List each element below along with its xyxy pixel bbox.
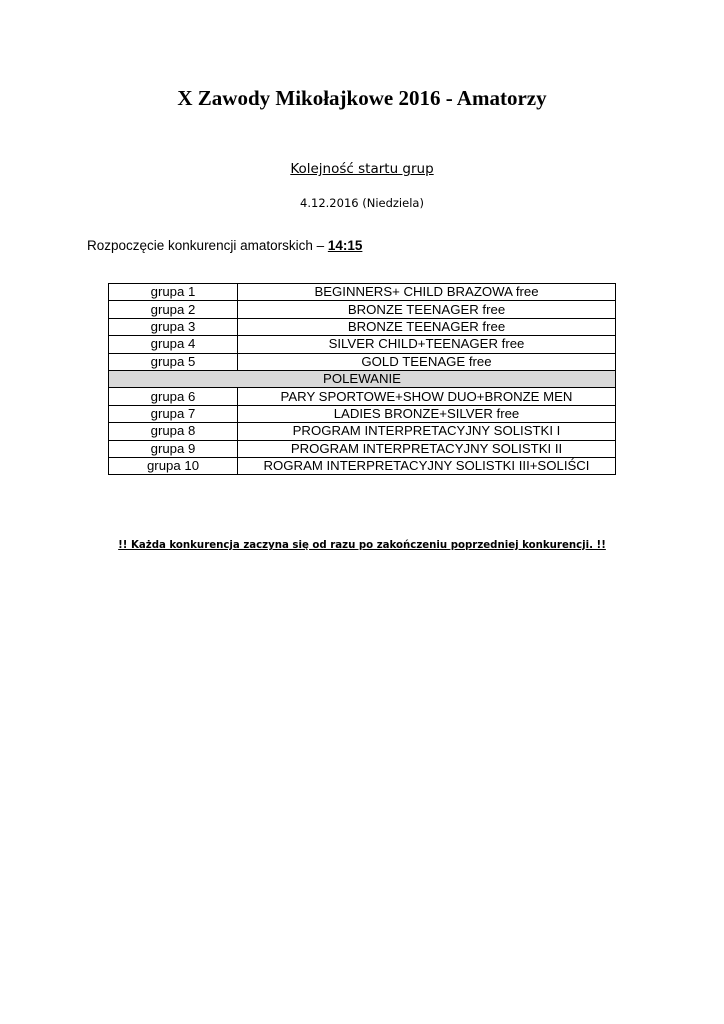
- table-row: [109, 440, 616, 457]
- event-cell: BRONZE TEENAGER free: [238, 318, 616, 335]
- group-cell: grupa 5: [109, 353, 238, 370]
- event-cell: BEGINNERS+ CHILD BRAZOWA free: [238, 284, 616, 301]
- schedule-table: [108, 283, 616, 475]
- event-cell: ROGRAM INTERPRETACYJNY SOLISTKI III+SOLIŚCI: [238, 457, 616, 474]
- table-row: [109, 284, 616, 301]
- start-time-line: [87, 238, 362, 253]
- group-cell: grupa 10: [109, 457, 238, 474]
- group-cell: grupa 2: [109, 301, 238, 318]
- subtitle: Kolejność startu grup: [290, 161, 434, 177]
- event-cell: PROGRAM INTERPRETACYJNY SOLISTKI I: [238, 423, 616, 440]
- event-date: 4.12.2016 (Niedziela): [300, 196, 424, 210]
- table-row: [109, 318, 616, 335]
- break-label: POLEWANIE: [109, 370, 616, 387]
- event-cell: GOLD TEENAGE free: [238, 353, 616, 370]
- event-cell: PROGRAM INTERPRETACYJNY SOLISTKI II: [238, 440, 616, 457]
- table-row: [109, 405, 616, 422]
- table-row: [109, 301, 616, 318]
- table-row: [109, 423, 616, 440]
- table-row: [109, 353, 616, 370]
- event-cell: SILVER CHILD+TEENAGER free: [238, 336, 616, 353]
- table-row: [109, 336, 616, 353]
- group-cell: grupa 1: [109, 284, 238, 301]
- group-cell: grupa 3: [109, 318, 238, 335]
- page-title: X Zawody Mikołajkowe 2016 - Amatorzy: [177, 86, 547, 110]
- group-cell: grupa 9: [109, 440, 238, 457]
- event-cell: BRONZE TEENAGER free: [238, 301, 616, 318]
- group-cell: grupa 4: [109, 336, 238, 353]
- notice-text: !! Każda konkurencja zaczyna się od razu po zakończeniu poprzedniej konkurencji. !!: [118, 540, 606, 551]
- start-time-label: Rozpoczęcie konkurencji amatorskich –: [87, 238, 328, 253]
- event-cell: PARY SPORTOWE+SHOW DUO+BRONZE MEN: [238, 388, 616, 405]
- group-cell: grupa 8: [109, 423, 238, 440]
- event-cell: LADIES BRONZE+SILVER free: [238, 405, 616, 422]
- start-time-value: 14:15: [327, 238, 363, 253]
- table-row: [109, 457, 616, 474]
- break-row: [109, 370, 616, 387]
- table-row: [109, 388, 616, 405]
- group-cell: grupa 7: [109, 405, 238, 422]
- group-cell: grupa 6: [109, 388, 238, 405]
